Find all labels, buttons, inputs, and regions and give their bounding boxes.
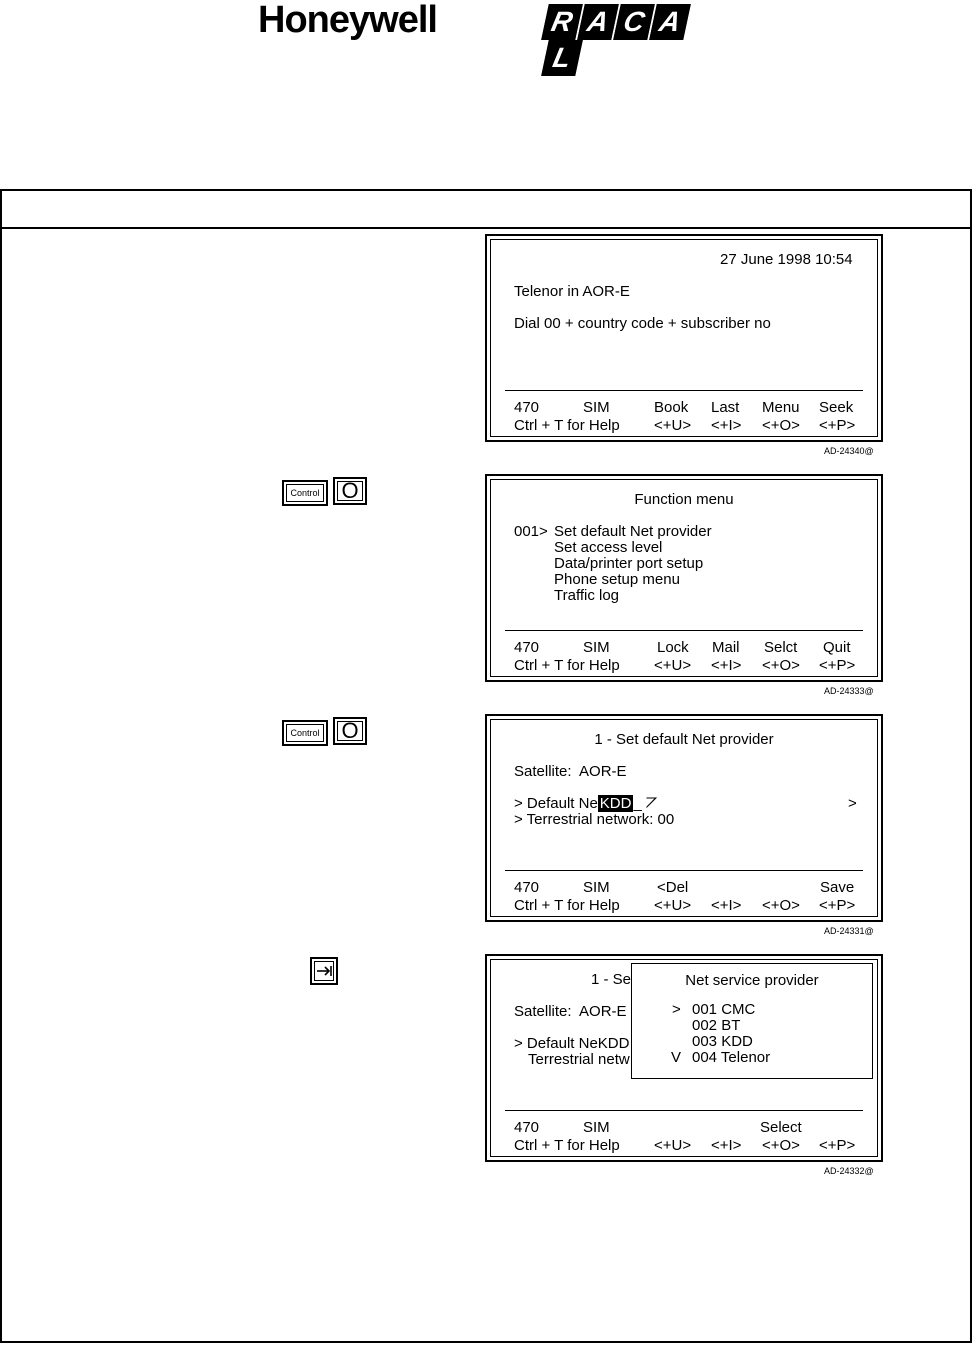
menu-item-port-setup: Data/printer port setup <box>554 555 704 572</box>
frame-header-row <box>2 191 970 229</box>
screen-title: 1 - Set default Net provider <box>594 731 774 748</box>
provider-popup <box>631 963 873 1079</box>
softkey-selct: Selct <box>764 639 798 656</box>
shortcut-u: <+U> <box>654 417 692 434</box>
screen-title-partial: 1 - Se <box>591 971 632 988</box>
shortcut-o: <+O> <box>762 657 800 674</box>
softkey-last: Last <box>711 399 740 416</box>
terminal-screen-set-default-net <box>485 714 883 922</box>
figure-ref: AD-24331@ <box>824 926 874 936</box>
softkey-sim: SIM <box>583 639 610 656</box>
tab-key <box>310 957 338 985</box>
racal-letter: C <box>613 4 655 40</box>
softkey-quit: Quit <box>823 639 851 656</box>
softkey-470: 470 <box>514 879 540 896</box>
racal-letter: A <box>577 4 619 40</box>
figure-ref: AD-24332@ <box>824 1166 874 1176</box>
provider-option[interactable]: 001 CMC <box>692 1001 756 1018</box>
control-key: Control <box>282 480 328 506</box>
softkey-sim: SIM <box>583 1119 610 1136</box>
shortcut-u: <+U> <box>654 1137 692 1154</box>
racal-letter: L <box>541 40 583 76</box>
default-net-label: > Default Ne <box>514 795 598 812</box>
shortcut-o: <+O> <box>762 417 800 434</box>
o-key: O <box>333 477 367 505</box>
satellite-line: Satellite: AOR-E <box>514 1003 627 1020</box>
default-net-line: > Default NeKDD <box>514 1035 630 1052</box>
shortcut-i: <+I> <box>711 657 742 674</box>
terminal-screen-function-menu <box>485 474 883 682</box>
default-net-value: KDD <box>599 795 632 812</box>
softkey-menu: Menu <box>762 399 800 416</box>
menu-item-phone-setup: Phone setup menu <box>554 571 680 588</box>
softkey-470: 470 <box>514 1119 540 1136</box>
menu-item-access-level: Set access level <box>554 539 663 556</box>
shortcut-u: <+U> <box>654 897 692 914</box>
softkey-sim: SIM <box>583 879 610 896</box>
dial-instructions: Dial 00 + country code + subscriber no <box>514 315 771 332</box>
help-hint: Ctrl + T for Help <box>514 897 620 914</box>
racal-letter: R <box>541 4 583 40</box>
terminal-screen-provider-popup <box>485 954 883 1162</box>
softkey-select: Select <box>760 1119 802 1136</box>
shortcut-i: <+I> <box>711 897 742 914</box>
shortcut-p: <+P> <box>819 657 856 674</box>
screen-inner-border <box>490 239 878 437</box>
menu-cursor: 001> <box>514 523 548 540</box>
softkey-del: <Del <box>657 879 689 896</box>
terrestrial-line: > Terrestrial network: 00 <box>514 811 675 828</box>
help-hint: Ctrl + T for Help <box>514 417 620 434</box>
shortcut-p: <+P> <box>819 417 856 434</box>
shortcut-i: <+I> <box>711 1137 742 1154</box>
screen-inner-border <box>490 719 878 917</box>
racal-letter: A <box>649 4 691 40</box>
softkey-divider <box>505 1110 863 1111</box>
satellite-line: Satellite: AOR-E <box>514 763 627 780</box>
softkey-divider <box>505 390 863 391</box>
softkey-lock: Lock <box>657 639 689 656</box>
menu-item-default-net: Set default Net provider <box>554 523 712 540</box>
menu-title: Function menu <box>634 491 734 508</box>
shortcut-u: <+U> <box>654 657 692 674</box>
edit-cursor: _ ⦢ <box>633 795 658 812</box>
popup-mark: V <box>671 1049 682 1066</box>
network-status: Telenor in AOR-E <box>514 283 630 300</box>
shortcut-o: <+O> <box>762 1137 800 1154</box>
softkey-470: 470 <box>514 639 540 656</box>
provider-option[interactable]: 004 Telenor <box>692 1049 771 1066</box>
softkey-divider <box>505 870 863 871</box>
default-net-line <box>514 795 658 812</box>
help-hint: Ctrl + T for Help <box>514 657 620 674</box>
softkey-470: 470 <box>514 399 540 416</box>
shortcut-o: <+O> <box>762 897 800 914</box>
menu-item-traffic-log: Traffic log <box>554 587 620 604</box>
softkey-save: Save <box>820 879 855 896</box>
honeywell-logo: Honeywell <box>258 0 437 41</box>
terminal-screen-idle <box>485 234 883 442</box>
o-key: O <box>333 717 367 745</box>
shortcut-p: <+P> <box>819 1137 856 1154</box>
terrestrial-line: Terrestrial netw <box>528 1051 630 1068</box>
softkey-divider <box>505 630 863 631</box>
racal-logo <box>545 4 707 73</box>
help-hint: Ctrl + T for Help <box>514 1137 620 1154</box>
figure-ref: AD-24333@ <box>824 686 874 696</box>
tab-arrow-icon <box>313 960 335 982</box>
screen-inner-border <box>490 479 878 677</box>
shortcut-p: <+P> <box>819 897 856 914</box>
date-time: 27 June 1998 10:54 <box>720 251 853 268</box>
more-arrow: > <box>848 795 857 812</box>
softkey-seek: Seek <box>819 399 854 416</box>
softkey-mail: Mail <box>712 639 740 656</box>
figure-ref: AD-24340@ <box>824 446 874 456</box>
popup-title: Net service provider <box>685 972 819 989</box>
provider-option[interactable]: 002 BT <box>692 1017 741 1034</box>
softkey-book: Book <box>654 399 689 416</box>
screen-inner-border <box>490 959 878 1157</box>
control-key: Control <box>282 720 328 746</box>
popup-mark: > <box>672 1001 681 1018</box>
provider-option[interactable]: 003 KDD <box>692 1033 753 1050</box>
softkey-sim: SIM <box>583 399 610 416</box>
shortcut-i: <+I> <box>711 417 742 434</box>
